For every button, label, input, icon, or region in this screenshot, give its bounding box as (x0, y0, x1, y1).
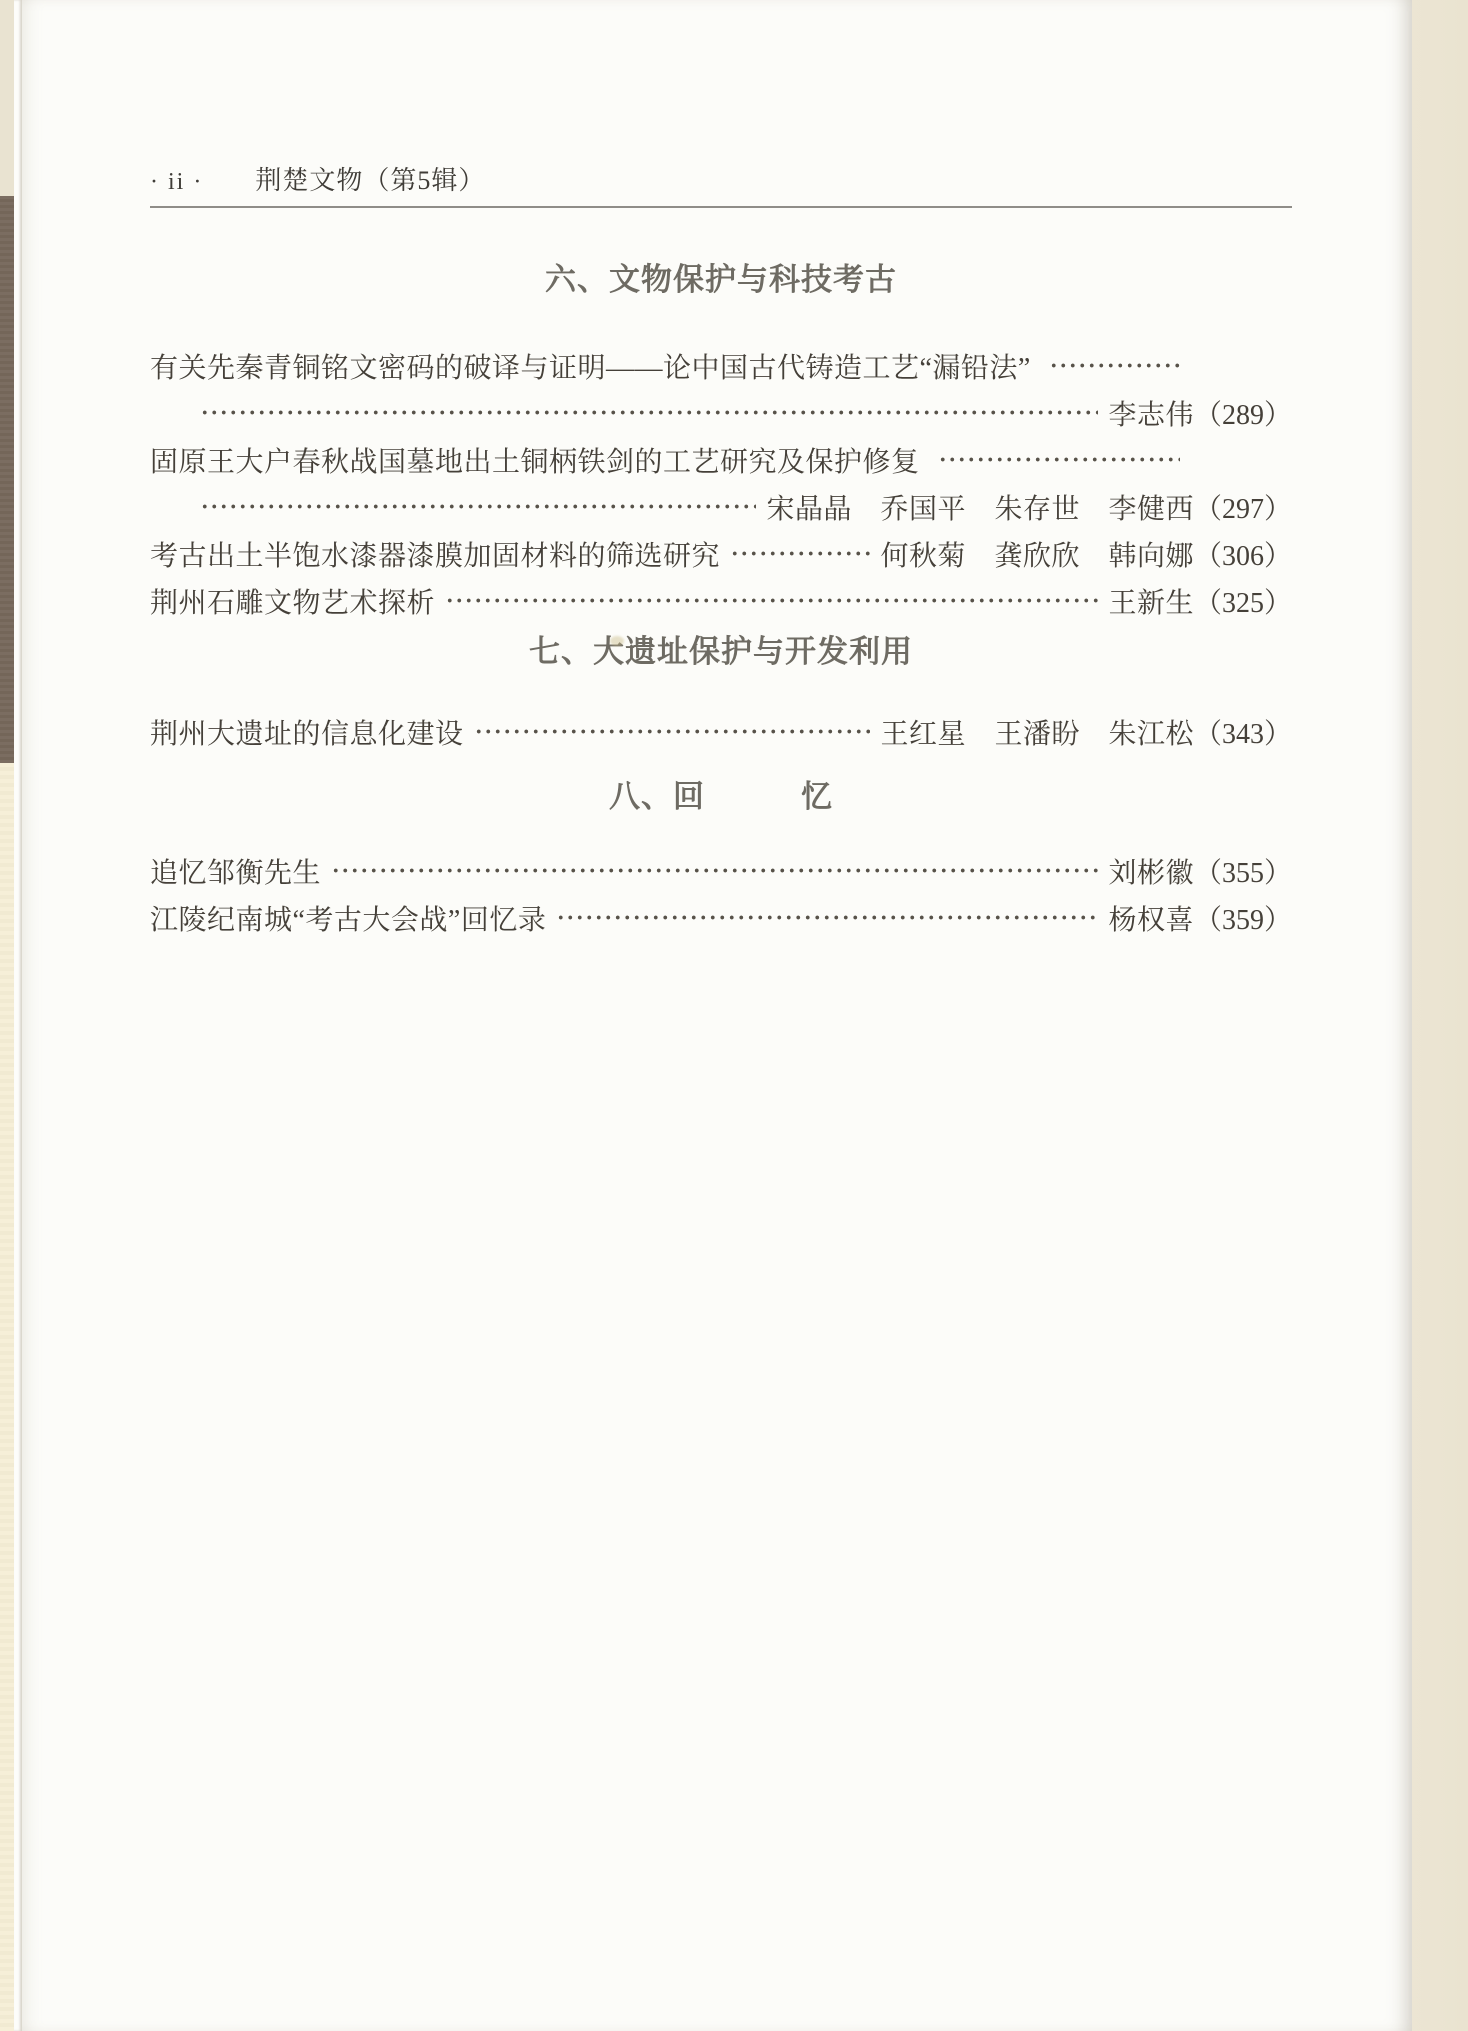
dot-leader (331, 847, 1098, 894)
spine-strip-bottom (0, 763, 14, 2031)
entry-authors: 何秋菊 龚欣欣 韩向娜 (880, 540, 1194, 572)
entry-title: 固原王大户春秋战国墓地出土铜柄铁剑的工艺研究及保护修复 (150, 446, 920, 478)
entry-authors: 李志伟 (1108, 399, 1194, 431)
header-rule (150, 206, 1292, 208)
entry-title-row (150, 436, 1292, 483)
toc-entry (150, 894, 1292, 941)
entry-title-row (150, 577, 1292, 624)
dot-leader (445, 577, 1098, 624)
page-header (150, 0, 1292, 194)
entry-title-row (150, 847, 1292, 894)
entry-title: 江陵纪南城“考古大会战”回忆录 (150, 904, 547, 936)
entry-title: 荆州大遗址的信息化建设 (150, 718, 464, 750)
toc-entry (150, 847, 1292, 894)
entry-authors: 王新生 (1108, 587, 1194, 619)
entry-page-number: （355） (1193, 857, 1292, 889)
entry-title-row (150, 708, 1292, 755)
entry-page-number: （289） (1193, 399, 1292, 431)
entry-title: 荆州石雕文物艺术探析 (150, 587, 436, 619)
dot-leader (730, 530, 870, 577)
entry-page-number: （297） (1193, 493, 1292, 525)
folio-number: · ii · (150, 169, 204, 195)
entry-authors: 王红星 王潘盼 朱江松 (880, 718, 1194, 750)
toc-entry (150, 342, 1292, 436)
scan-smudge (610, 636, 624, 646)
page-content (150, 0, 1292, 941)
section-heading-heritage-sites: 七、大遗址保护与开发利用 (529, 634, 913, 670)
entry-page-number: （359） (1193, 904, 1292, 936)
toc-entry (150, 708, 1292, 755)
entry-page-number: （343） (1193, 718, 1292, 750)
entry-title-row (150, 530, 1292, 577)
book-title: 荆楚文物（第5辑） (255, 166, 486, 195)
dot-leader (938, 436, 1180, 483)
section-heading-conservation: 六、文物保护与科技考古 (545, 262, 897, 298)
section-heading-memoirs: 八、回 忆 (609, 779, 833, 815)
book-page (22, 0, 1412, 2031)
spine-strip-dark (0, 196, 14, 763)
entry-page-number: （306） (1193, 540, 1292, 572)
dot-leader (1049, 342, 1180, 389)
entry-title: 追忆邹衡先生 (150, 857, 322, 889)
spine-strip-top (0, 0, 14, 196)
dot-leader (200, 483, 756, 530)
toc-entry (150, 577, 1292, 624)
dot-leader (474, 708, 871, 755)
dot-leader (200, 389, 1098, 436)
entry-continuation-row (150, 483, 1292, 530)
dot-leader (556, 894, 1098, 941)
page-gutter (14, 0, 22, 2031)
entry-continuation-row (150, 389, 1292, 436)
toc-entry (150, 530, 1292, 577)
entry-title: 考古出土半饱水漆器漆膜加固材料的筛选研究 (150, 540, 721, 572)
entry-title-row (150, 342, 1292, 389)
entry-authors: 杨权喜 (1108, 904, 1194, 936)
toc-entry (150, 436, 1292, 530)
entry-title-row (150, 894, 1292, 941)
entry-page-number: （325） (1193, 587, 1292, 619)
entry-authors: 宋晶晶 乔国平 朱存世 李健西 (766, 493, 1194, 525)
entry-title: 有关先秦青铜铭文密码的破译与证明——论中国古代铸造工艺“漏铅法” (150, 352, 1031, 384)
entry-authors: 刘彬徽 (1108, 857, 1194, 889)
